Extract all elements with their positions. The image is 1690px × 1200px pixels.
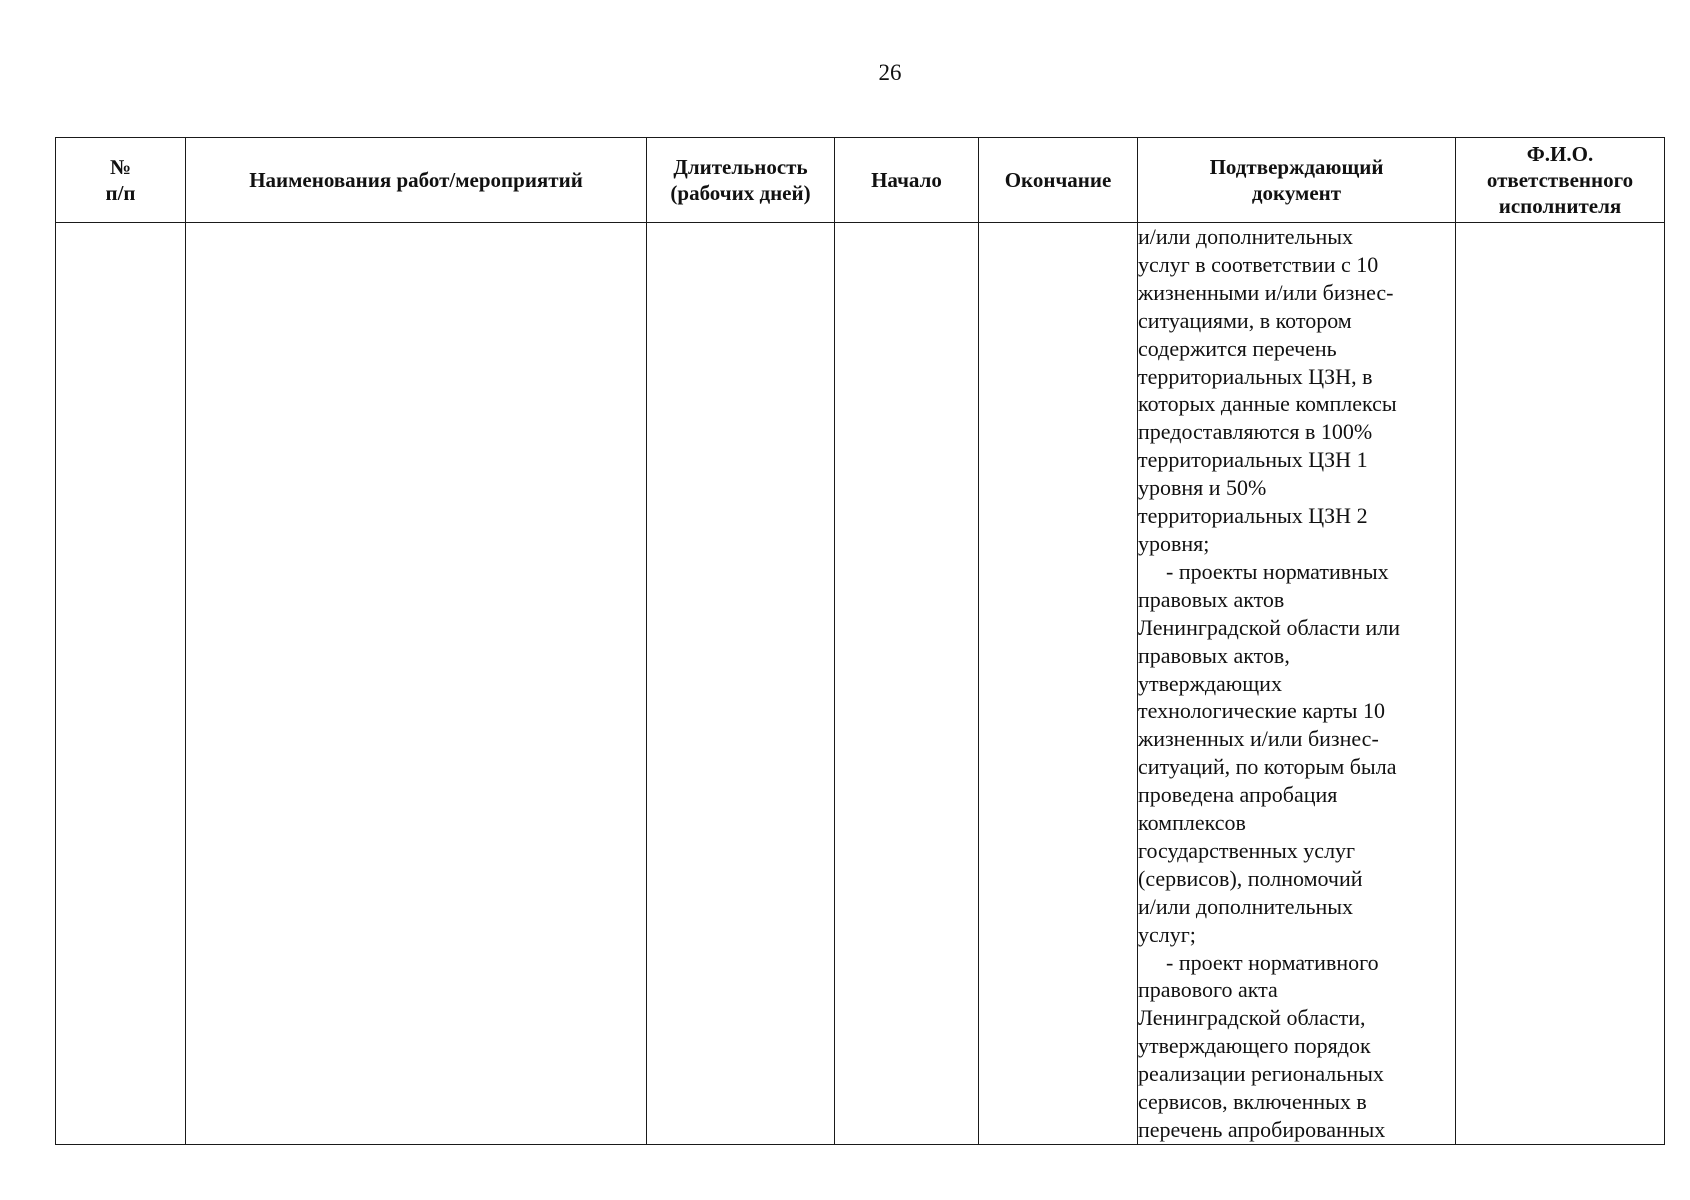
document-text-line: ситуаций, по которым была (1138, 754, 1397, 780)
document-text-line: правового акта (1138, 977, 1278, 1003)
document-text-line: и/или дополнительных (1138, 224, 1354, 249)
document-text-line: утверждающего порядок (1138, 1033, 1371, 1059)
header-number: № п/п (56, 138, 186, 223)
document-text-line: государственных услуг (1138, 837, 1356, 863)
document-text-line: утверждающих (1138, 670, 1282, 696)
document-text-line: которых данные комплексы (1138, 391, 1397, 417)
document-text-line: технологические карты 10 (1138, 698, 1385, 724)
work-plan-table (55, 137, 1665, 1145)
header-confirming-document: Подтверждающий документ (1138, 138, 1456, 223)
document-text-line: предоставляются в 100% (1138, 419, 1373, 445)
document-text-line: Ленинградской области или (1138, 614, 1401, 640)
document-text-line: услуг; (1138, 921, 1196, 947)
cell-end (979, 223, 1138, 1145)
document-text-line: перечень апробированных (1138, 1117, 1386, 1142)
document-text-line: жизненных и/или бизнес- (1138, 726, 1379, 752)
document-text-line: правовых актов (1138, 586, 1285, 612)
document-text-line: - проекты нормативных (1166, 558, 1389, 584)
cell-work-name (186, 223, 647, 1145)
document-text-line: (сервисов), полномочий (1138, 865, 1363, 891)
table-header-row (56, 138, 1665, 223)
document-text-line: реализации региональных (1138, 1061, 1384, 1087)
page-number: 26 (878, 60, 902, 85)
document-text-line: Ленинградской области, (1138, 1005, 1366, 1031)
cell-duration (647, 223, 835, 1145)
document-text-line: проведена апробация (1138, 782, 1338, 808)
header-duration: Длительность (рабочих дней) (647, 138, 835, 223)
cell-confirming-document (1138, 223, 1456, 1145)
header-responsible-person: Ф.И.О. ответственного исполнителя (1456, 138, 1665, 223)
cell-start (835, 223, 979, 1145)
cell-number (56, 223, 186, 1145)
header-end: Окончание (979, 138, 1138, 223)
document-text-line: территориальных ЦЗН 1 (1138, 447, 1368, 473)
table-row (56, 223, 1665, 1145)
document-text-line: ситуациями, в котором (1138, 307, 1352, 333)
header-work-name: Наименования работ/мероприятий (186, 138, 647, 223)
document-text-line: жизненными и/или бизнес- (1138, 279, 1394, 305)
document-text-line: и/или дополнительных (1138, 893, 1354, 919)
document-text-line: территориальных ЦЗН 2 (1138, 503, 1368, 529)
cell-responsible-person (1456, 223, 1665, 1145)
document-text-line: территориальных ЦЗН, в (1138, 363, 1373, 389)
document-text-line: сервисов, включенных в (1138, 1089, 1367, 1115)
document-text-line: правовых актов, (1138, 642, 1290, 668)
document-text-line: комплексов (1138, 810, 1246, 836)
document-text-line: уровня и 50% (1138, 475, 1267, 501)
header-start: Начало (835, 138, 979, 223)
document-text-line: услуг в соответствии с 10 (1138, 251, 1379, 277)
document-text-line: - проект нормативного (1166, 949, 1379, 975)
document-text-line: уровня; (1138, 530, 1210, 556)
document-text-line: содержится перечень (1138, 335, 1337, 361)
